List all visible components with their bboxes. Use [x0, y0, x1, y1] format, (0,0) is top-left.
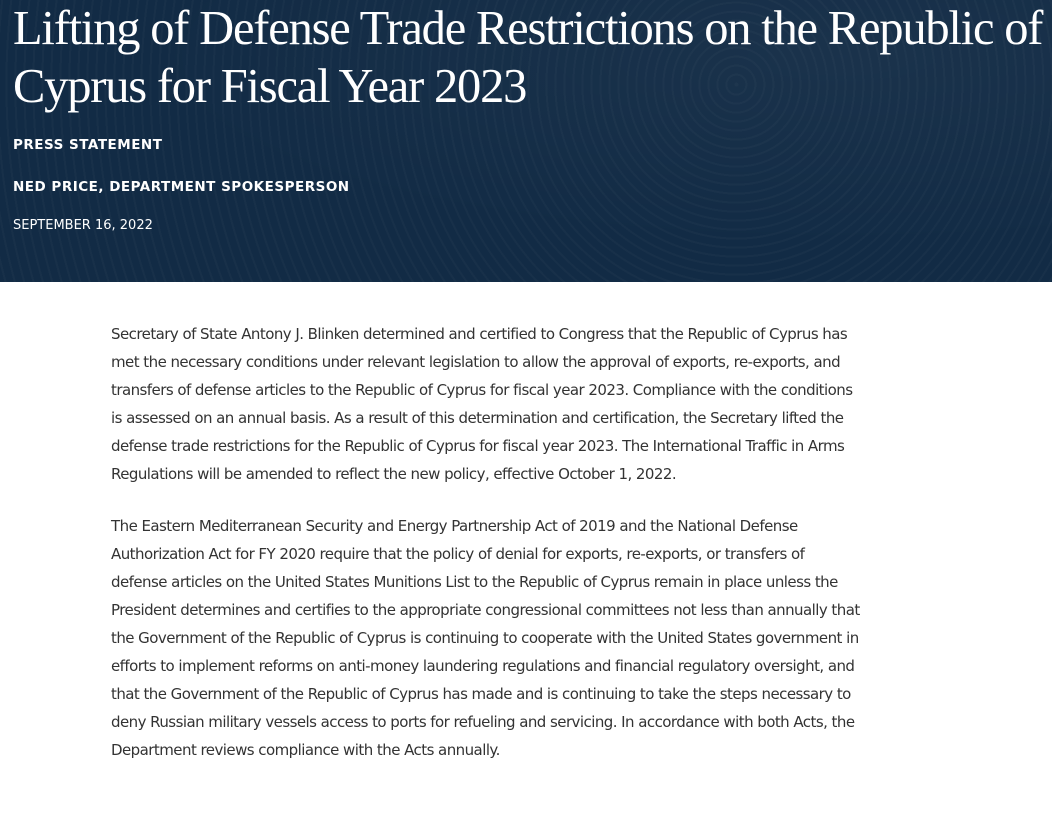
body-paragraph: Secretary of State Antony J. Blinken determined and certified to Congress that the Republic of Cyprus has met the necessary conditions under relevant legislation to allow the approval of exports, re-exports, and transfers of defense articles to the Republic of Cyprus for fiscal year 2023. Compliance with the conditions is assessed on an annual basis. As a result of this determination and certification, the Secretary lifted the defense trade restrictions for the Republic of Cyprus for fiscal year 2023. The International Traffic in Arms Regulations will be amended to reflect the new policy, effective October 1, 2022.	[111, 325, 853, 483]
article-type-label: PRESS STATEMENT	[13, 137, 163, 153]
publish-date: SEPTEMBER 16, 2022	[13, 218, 153, 233]
author-byline: NED PRICE, DEPARTMENT SPOKESPERSON	[13, 179, 350, 195]
page-title: Lifting of Defense Trade Restrictions on the Republic of Cyprus for Fiscal Year 2023	[13, 2, 1043, 113]
article-header	[0, 0, 1052, 282]
article-body	[111, 320, 863, 788]
body-paragraph: The Eastern Mediterranean Security and Energy Partnership Act of 2019 and the National Defense Authorization Act for FY 2020 require that the policy of denial for exports, re-exports, or transfers of defense articles on the United States Munitions List to the Republic of Cyprus remain in place unless the President determines and certifies to the appropriate congressional committees not less than annually that the Government of the Republic of Cyprus is continuing to cooperate with the United States government in efforts to implement reforms on anti-money laundering regulations and financial regulatory oversight, and that the Government of the Republic of Cyprus has made and is continuing to take the steps necessary to deny Russian military vessels access to ports for refueling and servicing. In accordance with both Acts, the Department reviews compliance with the Acts annually.	[111, 517, 860, 759]
